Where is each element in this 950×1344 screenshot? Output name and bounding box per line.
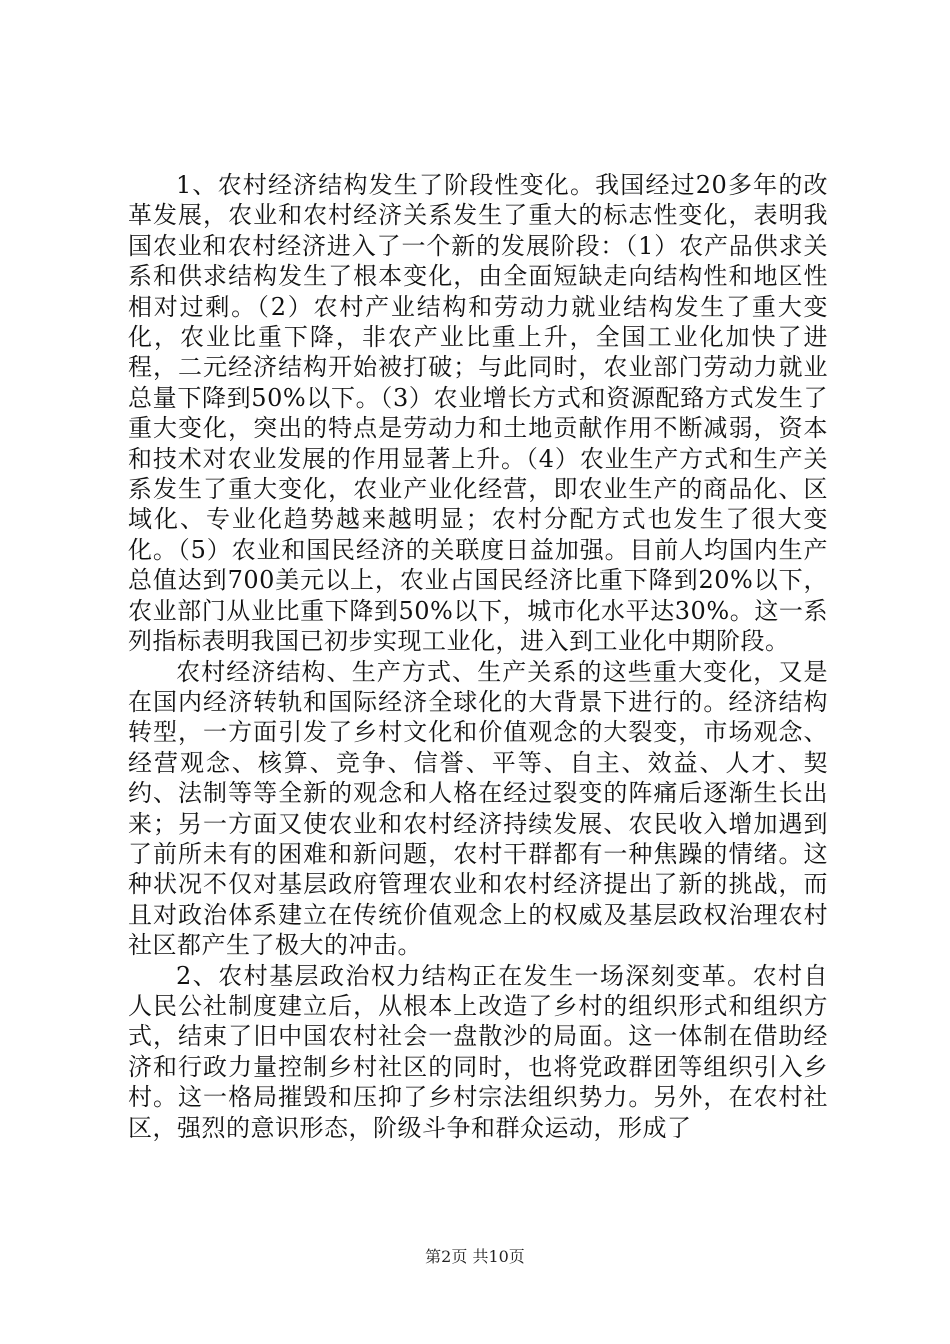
paragraph-political-power-structure: 2、农村基层政治权力结构正在发生一场深刻变革。农村自人民公社制度建立后，从根本上改造了乡村的组织形式和组织方式，结束了旧中国农村社会一盘散沙的局面。这一体制在借助经济和行政力量控制乡村社区的同时，也将党政群团等组织引入乡村。这一格局摧毁和压抑了乡村宗法组织势力。另外，在农村社区，强烈的意识形态，阶级斗争和群众运动，形成了 — [128, 961, 828, 1142]
paragraph-structural-change-impact: 农村经济结构、生产方式、生产关系的这些重大变化，又是在国内经济转轨和国际经济全球化的大背景下进行的。经济结构转型，一方面引发了乡村文化和价值观念的大裂变，市场观念、经营观念、核算、竞争、信誉、平等、自主、效益、人才、契约、法制等等全新的观念和人格在经过裂变的阵痛后逐渐生长出来；另一方面又使农业和农村经济持续发展、农民收入增加遇到了前所未有的困难和新问题，农村干群都有一种焦躁的情绪。这种状况不仅对基层政府管理农业和农村经济提出了新的挑战，而且对政治体系建立在传统价值观念上的权威及基层政权治理农村社区都产生了极大的冲击。 — [128, 657, 828, 960]
paragraph-economic-structure: 1、农村经济结构发生了阶段性变化。我国经过20多年的改革发展，农业和农村经济关系发生了重大的标志性变化，表明我国农业和农村经济进入了一个新的发展阶段：（1）农产品供求关系和供求结构发生了根本变化，由全面短缺走向结构性和地区性相对过剩。（2）农村产业结构和劳动力就业结构发生了重大变化，农业比重下降，非农产业比重上升，全国工业化加快了进程，二元经济结构开始被打破；与此同时，农业部门劳动力就业总量下降到50%以下。（3）农业增长方式和资源配臵方式发生了重大变化，突出的特点是劳动力和土地贡献作用不断减弱，资本和技术对农业发展的作用显著上升。（4）农业生产方式和生产关系发生了重大变化，农业产业化经营，即农业生产的商品化、区域化、专业化趋势越来越明显；农村分配方式也发生了很大变化。（5）农业和国民经济的关联度日益加强。目前人均国内生产总值达到700美元以上，农业占国民经济比重下降到20%以下，农业部门从业比重下降到50%以下，城市化水平达30%。这一系列指标表明我国已初步实现工业化，进入到工业化中期阶段。 — [128, 171, 828, 656]
document-body — [128, 170, 828, 1143]
page-number-label: 第2页 共10页 — [425, 1247, 525, 1266]
page-footer — [0, 1244, 950, 1267]
